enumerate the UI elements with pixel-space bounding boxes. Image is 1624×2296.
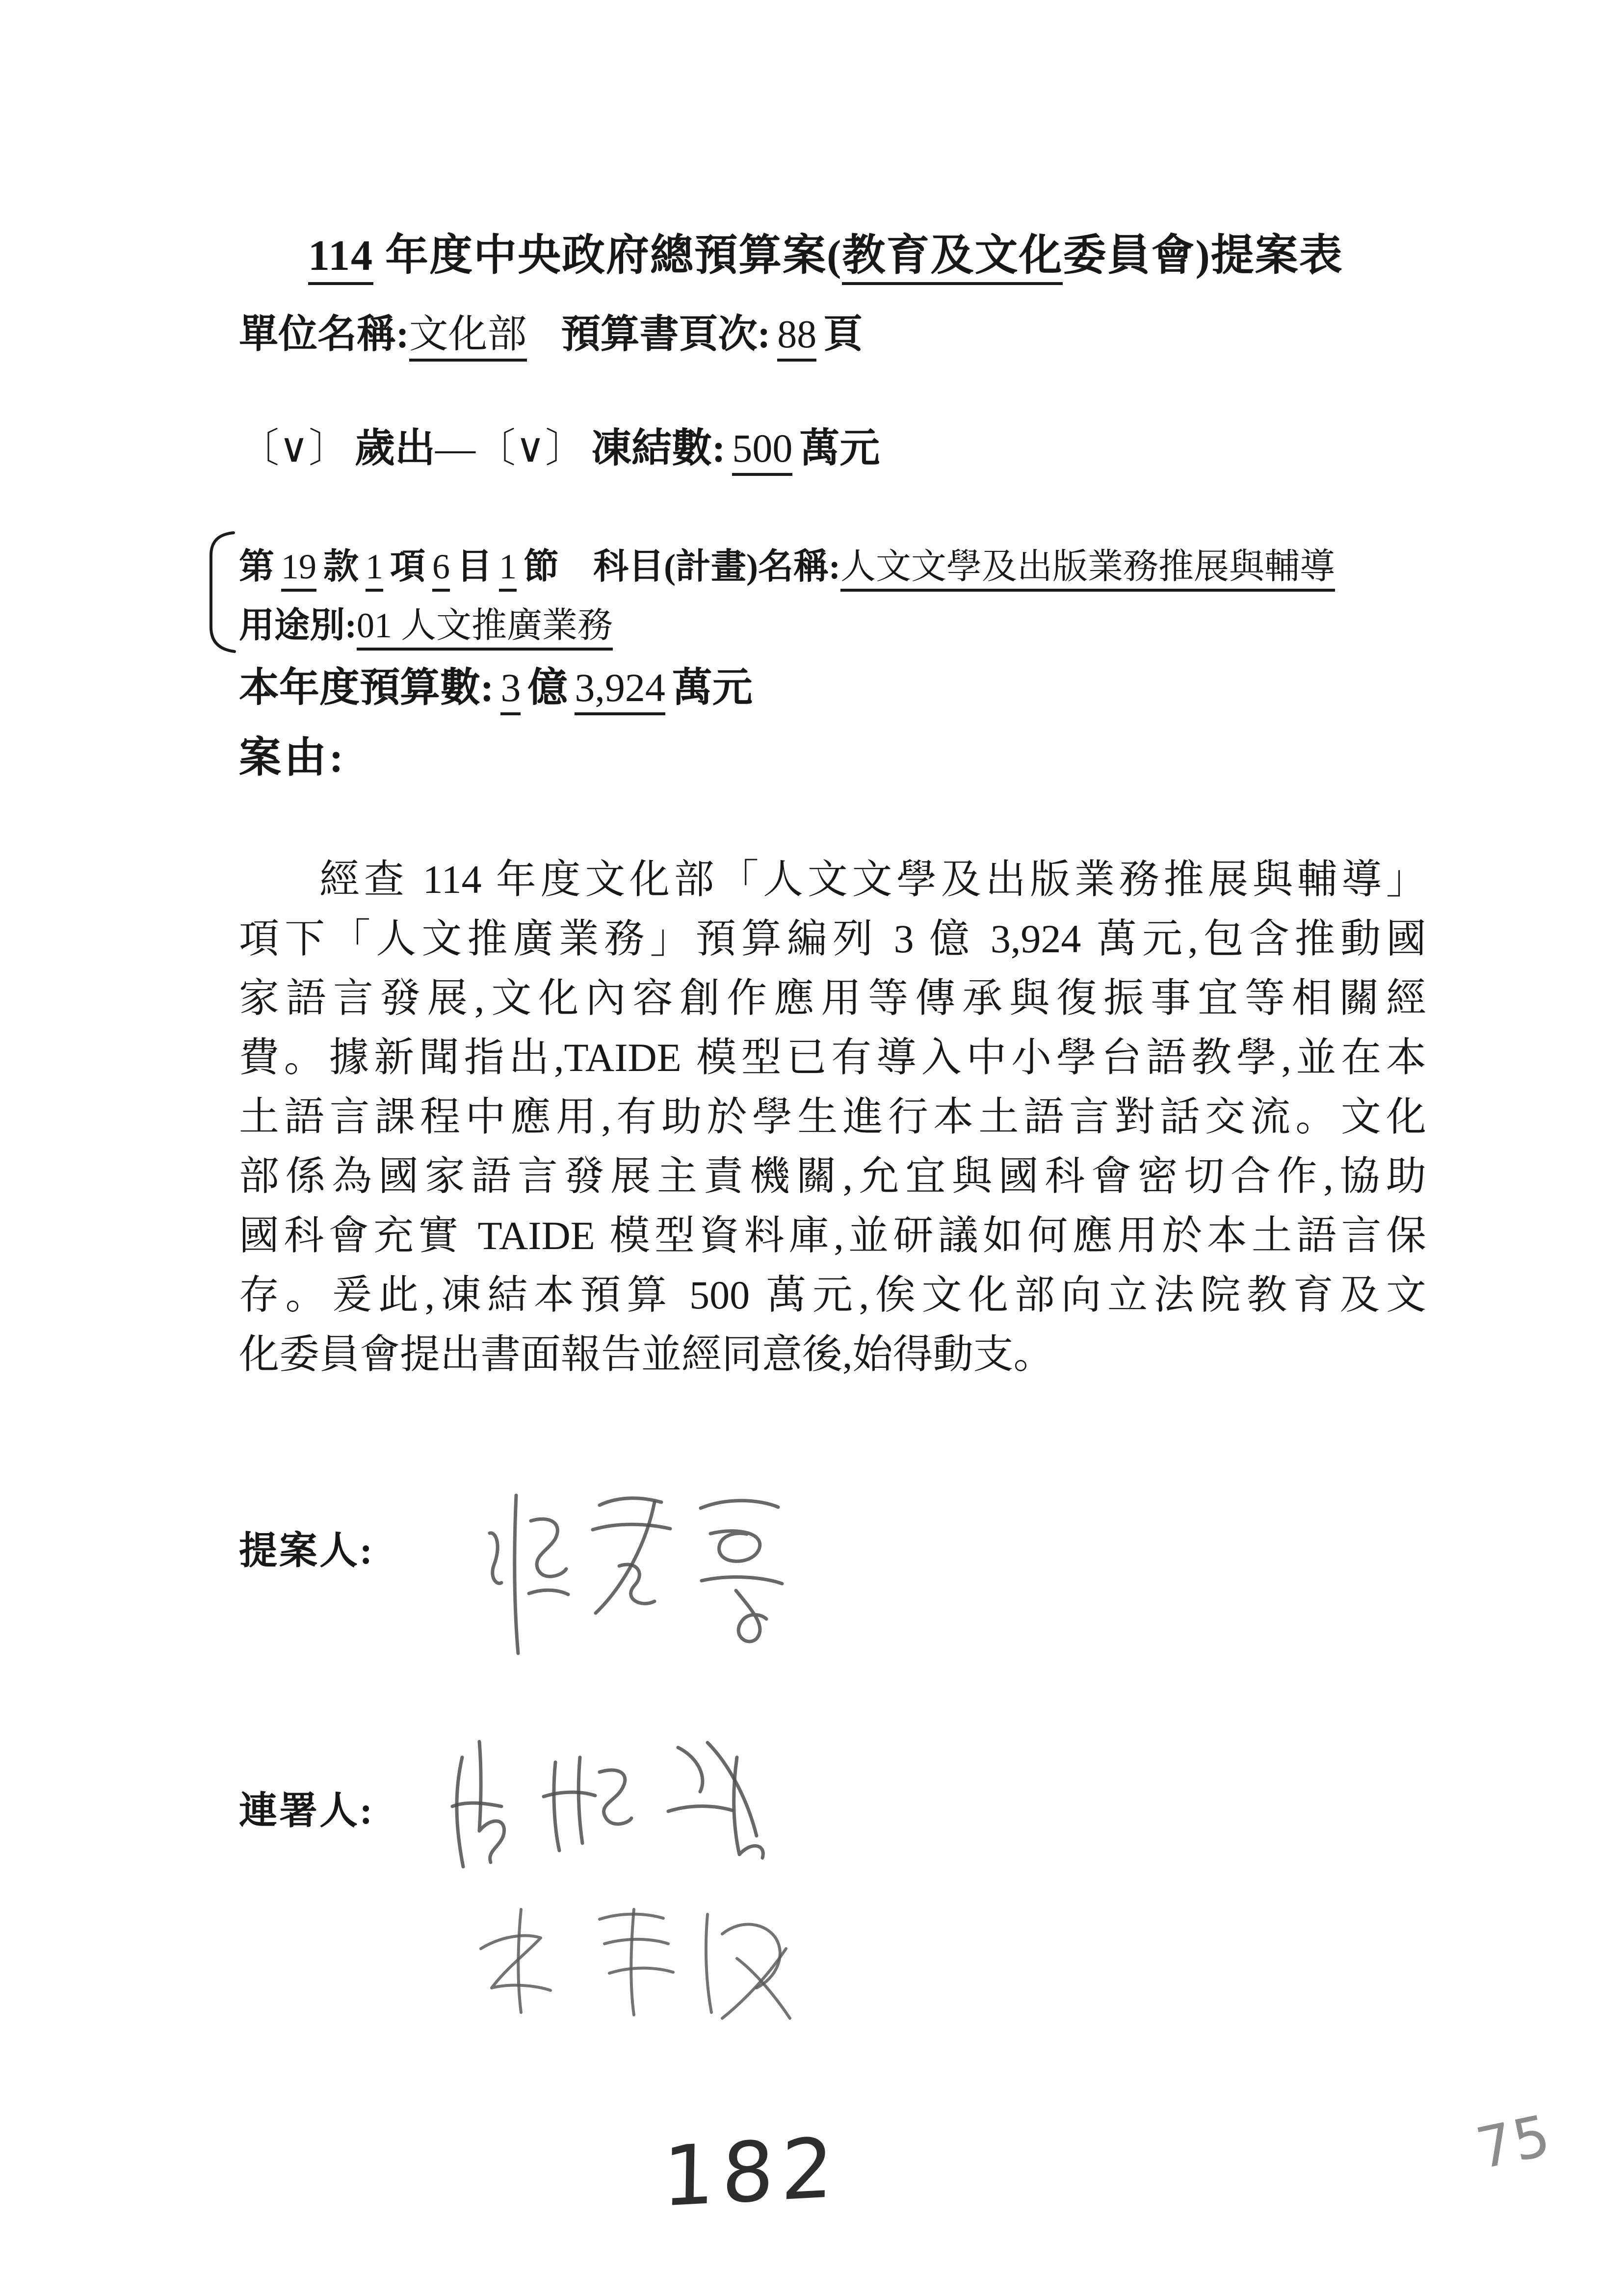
left-bracket <box>204 529 239 656</box>
title-tail: 委員會)提案表 <box>1063 232 1343 280</box>
item-kuan-value: 19 <box>281 547 316 592</box>
annual-budget-wan-value: 3,924 <box>575 665 665 715</box>
subject-label: 科目(計畫)名稱: <box>593 547 841 586</box>
item-xiang-label: 項 <box>390 547 426 586</box>
budget-item-line <box>239 538 1335 589</box>
usage-value: 01 人文推廣業務 <box>357 606 613 651</box>
unit-name-line <box>239 302 863 359</box>
dash: — <box>435 426 476 470</box>
paragraph-line: 家語言發展,文化內容創作應用等傳承與復振事宜等相關經 <box>239 976 1426 1020</box>
usage-category-line <box>239 597 613 648</box>
paragraph-line: 部係為國家語言發展主責機關,允宜與國科會密切合作,協助 <box>239 1154 1426 1199</box>
item-jie-value: 1 <box>499 547 517 592</box>
cosigner-label: 連署人: <box>239 1789 374 1832</box>
freeze-label: 凍結數: <box>591 426 726 470</box>
paragraph-line: 國科會充實 TAIDE 模型資料庫,並研議如何應用於本土語言保 <box>239 1213 1426 1258</box>
checkbox-freeze: 〔∨〕 <box>475 426 586 470</box>
annual-budget-yi-unit: 億 <box>527 665 568 710</box>
paragraph-line: 化委員會提出書面報告並經同意後,始得動支。 <box>239 1332 1054 1377</box>
expenditure-label: 歲出 <box>355 426 436 470</box>
item-kuan-label: 款 <box>323 547 359 586</box>
annual-budget-yi-value: 3 <box>500 665 521 715</box>
paragraph-line: 項下「人文推廣業務」預算編列 3 億 3,924 萬元,包含推動國 <box>239 916 1426 961</box>
usage-label: 用途別: <box>239 606 357 645</box>
paragraph-line: 存。爰此,凍結本預算 500 萬元,俟文化部向立法院教育及文 <box>239 1273 1426 1317</box>
annual-budget-label: 本年度預算數: <box>239 665 494 710</box>
expenditure-freeze-line <box>239 416 880 473</box>
page-title <box>308 221 1343 283</box>
proposer-label: 提案人: <box>239 1529 374 1572</box>
annual-budget-line <box>239 655 753 713</box>
case-description-paragraph <box>239 850 1426 1384</box>
item-mu-label: 目 <box>457 547 493 586</box>
handwritten-corner-number: 75 <box>1470 2102 1557 2183</box>
handwritten-page-number: 182 <box>661 2119 841 2225</box>
proposer-signature <box>471 1487 805 1668</box>
budget-book-page-label: 預算書頁次: <box>561 313 771 356</box>
unit-label: 單位名稱: <box>239 313 409 356</box>
title-committee: 教育及文化 <box>842 232 1063 285</box>
title-mid: 年度中央政府總預算案( <box>373 232 842 280</box>
item-prefix: 第 <box>239 547 275 586</box>
budget-book-page-value: 88 <box>777 313 816 362</box>
case-label: 案由: <box>239 734 346 781</box>
title-year: 114 <box>308 232 373 285</box>
subject-value: 人文文學及出版業務推展與輔導 <box>840 547 1335 592</box>
paragraph-line: 土語言課程中應用,有助於學生進行本土語言對話交流。文化 <box>239 1095 1426 1139</box>
budget-book-page-suffix: 頁 <box>823 313 863 356</box>
paragraph-line: 經查 114 年度文化部「人文文學及出版業務推展與輔導」 <box>319 857 1426 902</box>
checkbox-expenditure: 〔∨〕 <box>239 426 349 470</box>
item-mu-value: 6 <box>432 547 450 592</box>
unit-value: 文化部 <box>409 313 527 362</box>
freeze-amount: 500 <box>732 426 792 476</box>
cosigner-signature-1 <box>432 1727 805 1884</box>
freeze-unit: 萬元 <box>799 426 880 470</box>
annual-budget-wan-unit: 萬元 <box>672 665 753 710</box>
item-jie-label: 節 <box>524 547 559 586</box>
cosigner-signature-2 <box>461 1889 814 2036</box>
item-xiang-value: 1 <box>366 547 383 592</box>
paragraph-line: 費。據新聞指出,TAIDE 模型已有導入中小學台語教學,並在本 <box>239 1035 1426 1080</box>
